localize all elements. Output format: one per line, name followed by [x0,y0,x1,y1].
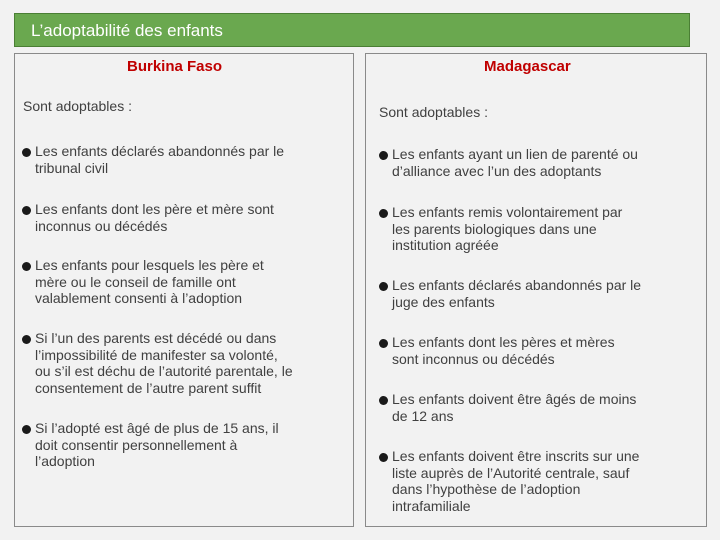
column-heading-madagascar: Madagascar [484,58,571,75]
title-bar [14,13,690,47]
item-line: dans l’hypothèse de l’adoption [392,481,581,497]
item-line: juge des enfants [392,293,495,310]
item-line: Les enfants déclarés abandonnés par le [35,143,285,159]
intro-text: Sont adoptables : [23,98,132,114]
page-title: L’adoptabilité des enfants [31,21,223,40]
bullet-icon [22,335,31,344]
item-line: doit consentir personnellement à [35,436,238,453]
item-line: inconnus ou décédés [35,217,168,234]
item-line: tribunal civil [35,159,109,176]
item-line: d’alliance avec l’un des adoptants [392,162,602,179]
bullet-icon [22,206,31,215]
madagascar-panel [365,53,707,527]
item-line: Les enfants déclarés abandonnés par le [392,277,642,293]
bullet-icon [22,425,31,434]
item-line: l’adoption [35,453,95,469]
bullet-icon [379,453,388,462]
item-line: de 12 ans [392,407,454,424]
item-line: l’impossibilité de manifester sa volonté, [35,346,278,363]
item-line: Si l’adopté est âgé de plus de 15 ans, il [35,420,279,436]
item-line: Les enfants dont les pères et mères [392,334,615,350]
bullet-icon [22,148,31,157]
item-line: mère ou le conseil de famille ont [35,273,236,290]
item-line: valablement consenti à l’adoption [35,290,243,306]
bullet-icon [379,396,388,405]
item-line: intrafamiliale [392,497,471,514]
burkina-faso-panel [14,53,354,527]
item-line: institution agréée [392,237,499,253]
item-line: ou s’il est déchu de l’autorité parentale, le [35,363,293,379]
column-heading-burkina-faso: Burkina Faso [127,58,223,75]
bullet-icon [379,282,388,291]
item-line: sont inconnus ou décédés [392,350,555,367]
item-line: Les enfants dont les père et mère sont [35,201,274,217]
bullet-icon [22,262,31,271]
bullet-icon [379,339,388,348]
bullet-icon [379,151,388,160]
item-line: liste auprès de l’Autorité centrale, sauf [392,464,630,481]
intro-text: Sont adoptables : [379,104,488,120]
bullet-icon [379,209,388,218]
item-line: les parents biologiques dans une [392,220,597,237]
item-line: Les enfants pour lesquels les père et [35,257,264,273]
item-line: consentement de l’autre parent suffit [35,379,262,396]
item-line: Les enfants remis volontairement par [392,204,623,220]
item-line: Les enfants ayant un lien de parenté ou [392,146,638,162]
item-line: Les enfants doivent être âgés de moins [392,391,637,407]
item-line: Si l’un des parents est décédé ou dans [35,330,277,346]
item-line: Les enfants doivent être inscrits sur une [392,448,640,464]
